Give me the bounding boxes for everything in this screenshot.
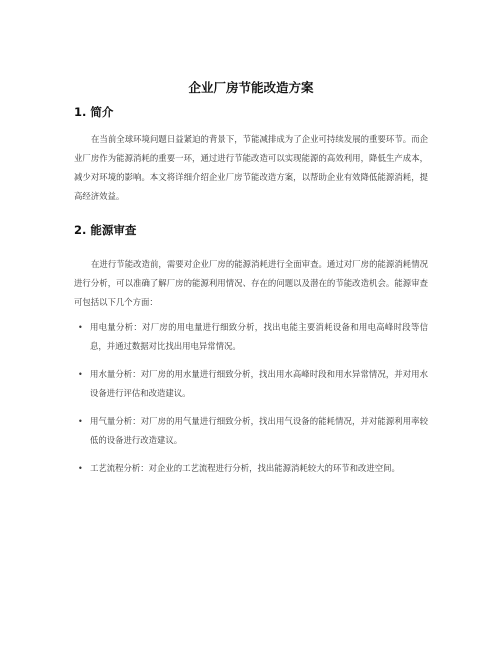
- bullet-icon: •: [78, 323, 83, 332]
- bullet-icon: •: [78, 417, 83, 426]
- list-item-text: 工艺流程分析：对企业的工艺流程进行分析，找出能源消耗较大的环节和改进空间。: [90, 463, 400, 473]
- list-item: [74, 318, 428, 356]
- energy-audit-list: [74, 318, 428, 478]
- list-item-text: 用电量分析：对厂房的用电量进行细致分析，找出电能主要消耗设备和用电高峰时段等信息，并通过数据对比找出用电异常情况。: [90, 322, 428, 351]
- section-paragraph-intro: 在当前全球环境问题日益紧迫的背景下，节能减排成为了企业可持续发展的重要环节。而企业厂房作为能源消耗的重要一环，通过进行节能改造可以实现能源的高效利用，降低生产成本，减少对环境的影响。本文将详细介绍企业厂房节能改造方案，以帮助企业有效降低能源消耗，提高经济效益。: [74, 134, 428, 201]
- document-title: 企业厂房节能改造方案: [188, 80, 314, 95]
- section-heading-intro: 1. 简介: [74, 105, 114, 119]
- list-item-text: 用水量分析：对厂房的用水量进行细致分析，找出用水高峰时段和用水异常情况，并对用水设备进行评估和改造建议。: [90, 369, 428, 398]
- bullet-icon: •: [78, 370, 83, 379]
- list-item: [74, 459, 428, 478]
- section-paragraph-energy-audit: 在进行节能改造前，需要对企业厂房的能源消耗进行全面审查。通过对厂房的能源消耗情况进行分析，可以准确了解厂房的能源利用情况、存在的问题以及潜在的节能改造机会。能源审查可包括以下几个方面：: [74, 259, 428, 307]
- section-heading-energy-audit: 2. 能源审查: [74, 223, 137, 237]
- list-item-text: 用气量分析：对厂房的用气量进行细致分析，找出用气设备的能耗情况，并对能源利用率较低的设备进行改造建议。: [90, 416, 428, 445]
- list-item: [74, 365, 428, 403]
- bullet-icon: •: [78, 464, 83, 473]
- list-item: [74, 412, 428, 450]
